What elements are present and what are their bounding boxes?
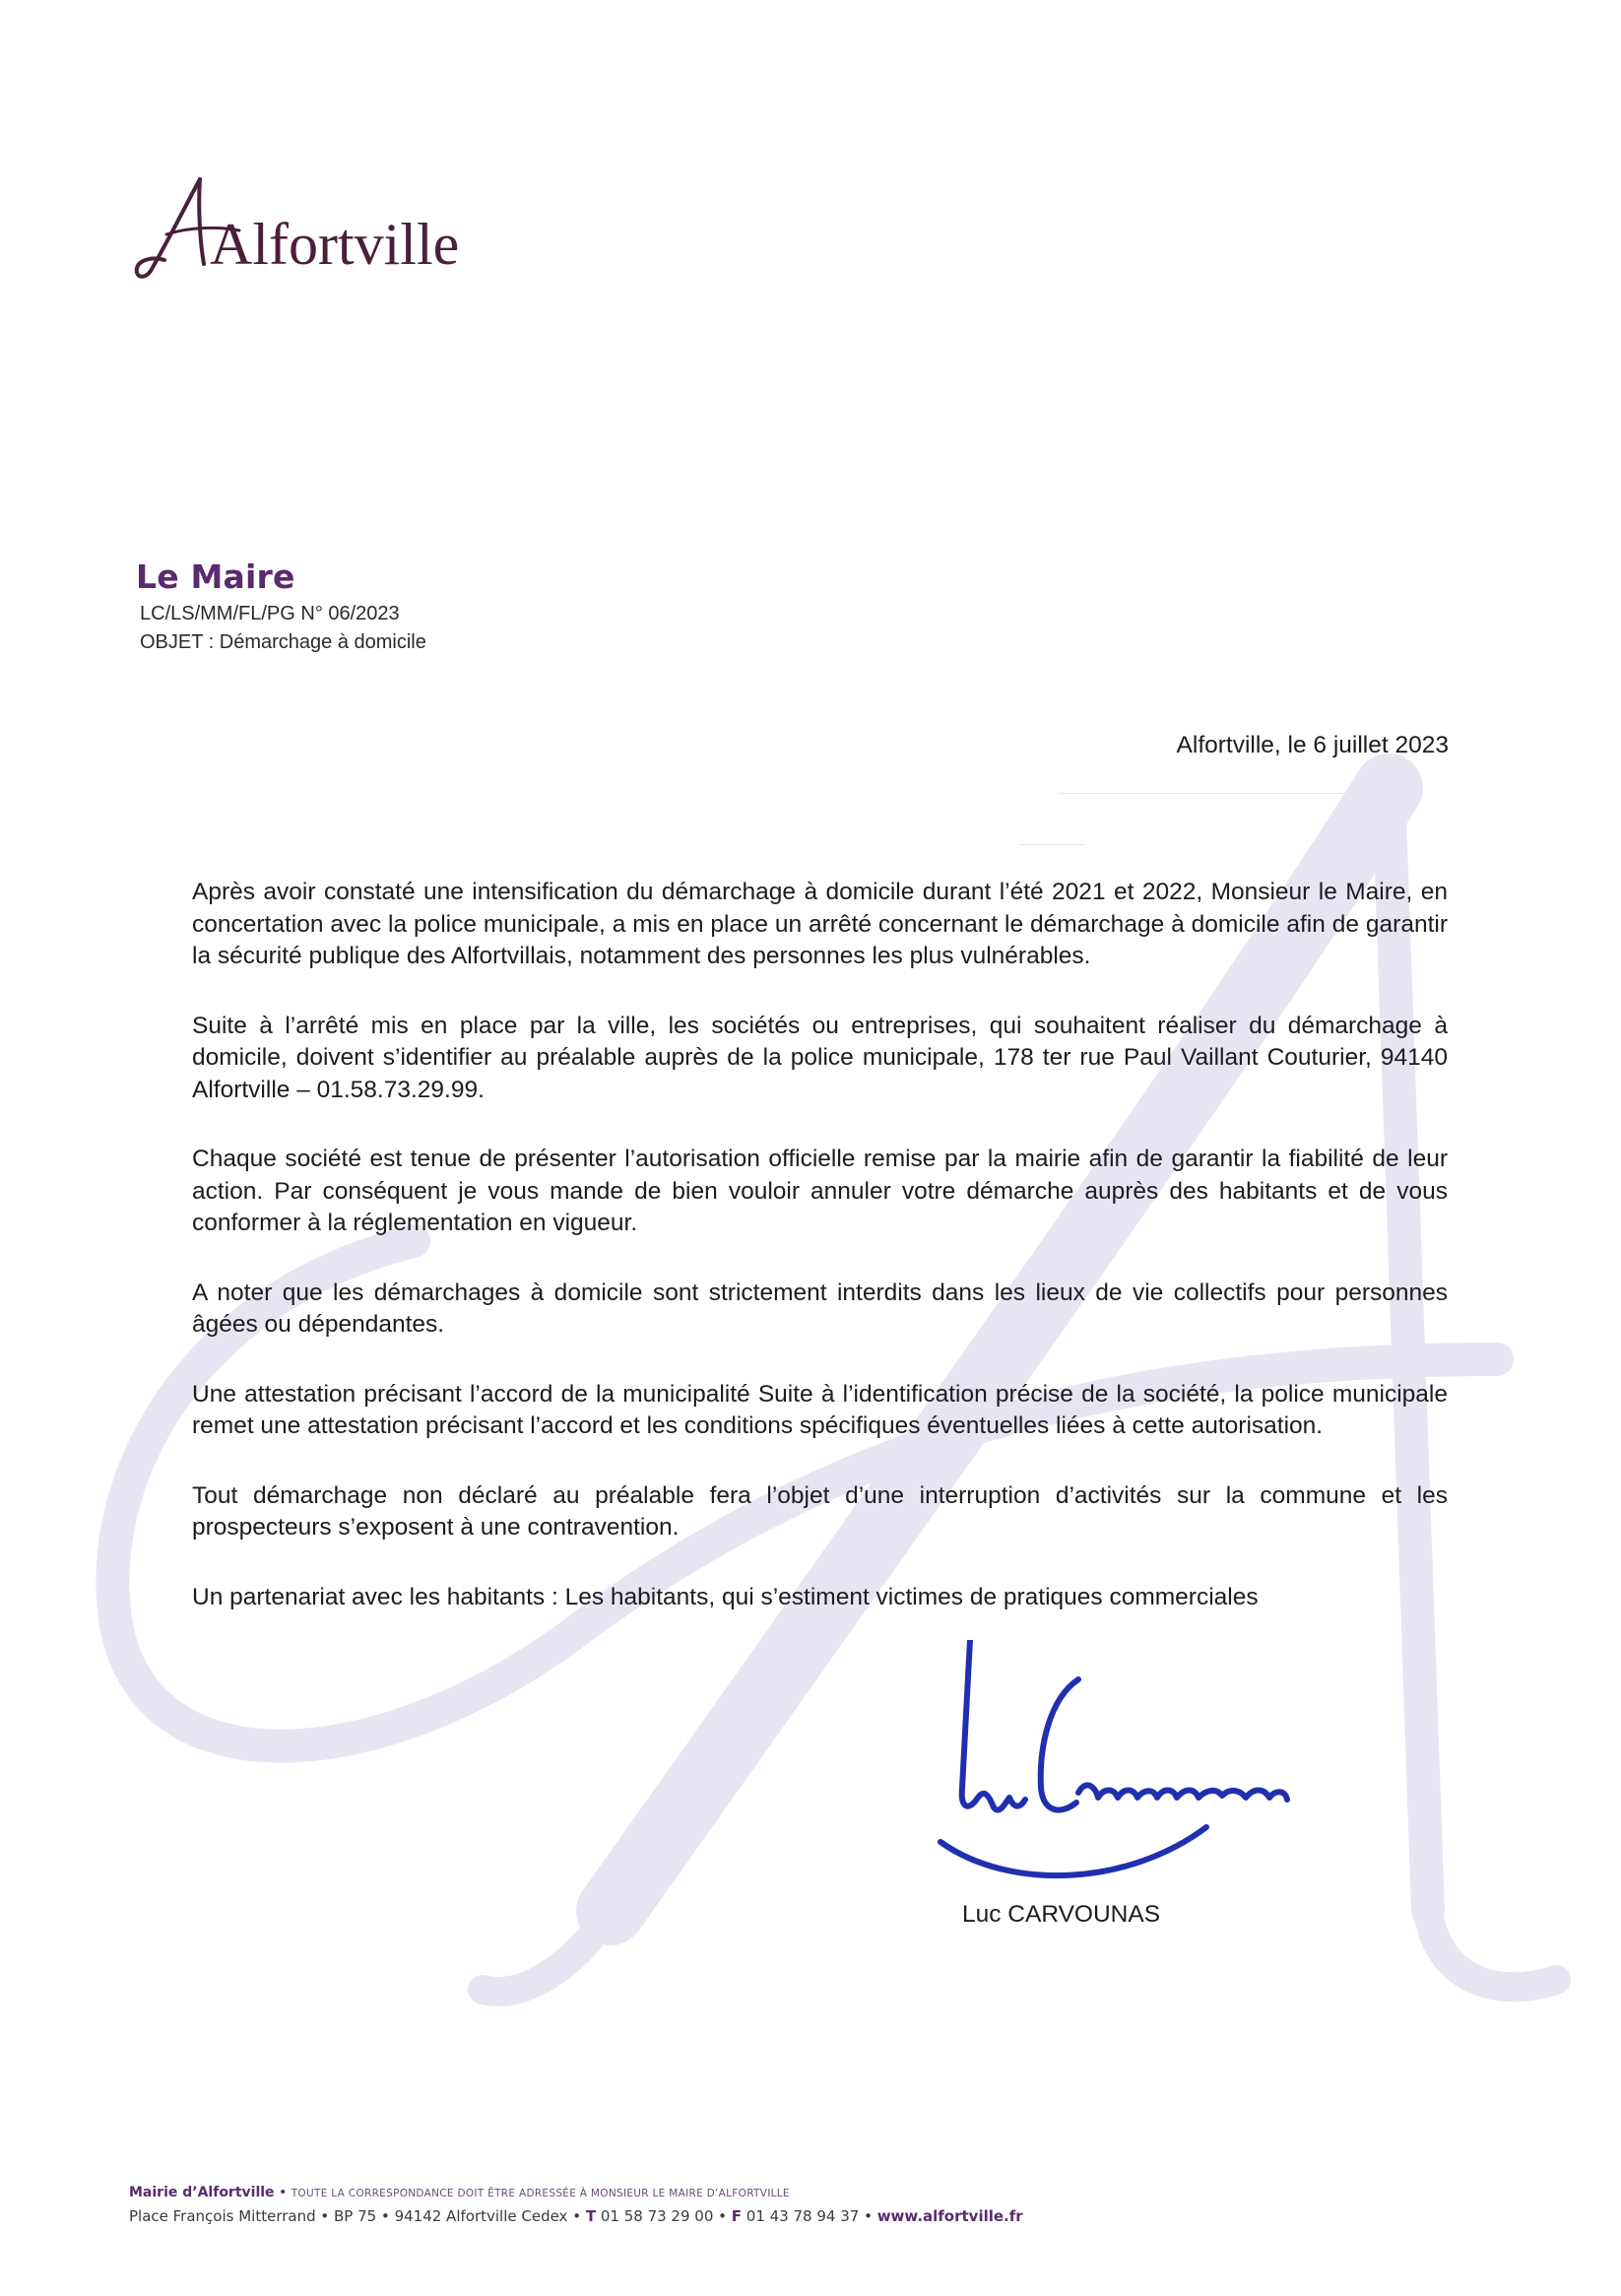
handwritten-signature [931, 1640, 1364, 1906]
body-paragraph: Suite à l’arrêté mis en place par la ville, les sociétés ou entreprises, qui souhaitent réaliser du démarchage à domicile, doivent s’identifier au préalable auprès de la police municipale, 178 ter rue Paul Vaillant Couturier, 94140 Alfortville – 01.58.73.29.99. [192, 1012, 1448, 1103]
footer-website-link[interactable]: www.alfortville.fr [876, 2207, 1023, 2225]
footer-fax: 01 43 78 94 37 • [746, 2207, 873, 2225]
body-paragraph: Une attestation précisant l’accord de la municipalité Suite à l’identification précise de la société, la police municipale remet une attestation précisant l’accord et les conditions spécifiques éventuelles liées à cette autorisation. [192, 1380, 1448, 1439]
letter-body [192, 877, 1448, 1651]
footer-separator: • [279, 2185, 292, 2200]
footer-line-2 [129, 2207, 1023, 2225]
alfortville-logo [131, 158, 505, 286]
body-paragraph: Un partenariat avec les habitants : Les habitants, qui s’estiment victimes de pratiques commerciales [192, 1583, 1259, 1610]
body-paragraph: A noter que les démarchages à domicile sont strictement interdits dans les lieux de vie collectifs pour personnes âgées ou dépendantes. [192, 1279, 1448, 1338]
logo-text: Alfortville [210, 212, 460, 277]
body-paragraph: Après avoir constaté une intensification du démarchage à domicile durant l’été 2021 et 2022, Monsieur le Maire, en concertation avec la police municipale, a mis en place un arrêté concernant le démarchage à domicile afin de garantir la sécurité publique des Alfortvillais, notamment des personnes les plus vulnérables. [192, 879, 1448, 969]
footer-phone: 01 58 73 29 00 • [600, 2207, 727, 2225]
subject-line: OBJET : Démarchage à domicile [140, 631, 426, 653]
footer-line-1 [129, 2185, 1023, 2200]
footer-notice: TOUTE LA CORRESPONDANCE DOIT ÊTRE ADRESSÉE À MONSIEUR LE MAIRE D’ALFORTVILLE [291, 2188, 790, 2199]
footer-address: Place François Mitterrand • BP 75 • 94142 Alfortville Cedex • [129, 2207, 582, 2225]
body-paragraph: Chaque société est tenue de présenter l’autorisation officielle remise par la mairie afin de garantir la fiabilité de leur action. Par conséquent je vous mande de bien vouloir annuler votre démarche auprès des habitants et de vous conformer à la réglementation en vigueur. [192, 1146, 1448, 1236]
divider [1019, 844, 1083, 845]
reference-number: LC/LS/MM/FL/PG N° 06/2023 [140, 603, 400, 624]
divider [1059, 793, 1344, 794]
footer-phone-label: T [585, 2207, 597, 2225]
footer-org: Mairie d’Alfortville [129, 2185, 275, 2200]
footer-fax-label: F [731, 2207, 743, 2225]
footer [129, 2185, 1023, 2225]
letter-date: Alfortville, le 6 juillet 2023 [1176, 732, 1449, 758]
body-paragraph: Tout démarchage non déclaré au préalable fera l’objet d’une interruption d’activités sur la commune et les prospecteurs s’exposent à une contravention. [192, 1481, 1448, 1541]
signatory-name: Luc CARVOUNAS [962, 1901, 1161, 1928]
sender-title: Le Maire [136, 558, 295, 596]
